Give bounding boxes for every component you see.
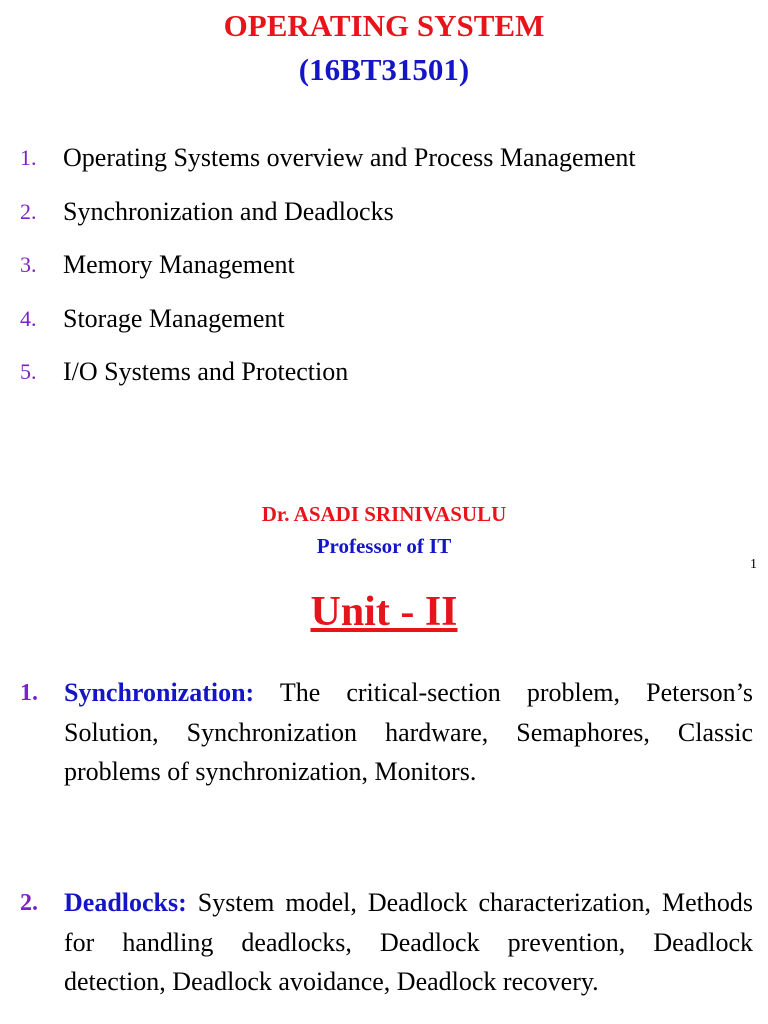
document-title: OPERATING SYSTEM [223,8,545,43]
section-heading: Synchronization: [64,678,255,707]
section-body [64,883,753,1002]
section-text: The critical-section problem, Peterson’s Solution, Synchronization hardware, Semaphores, Classic problems of synchronization, Monitors. [64,678,753,786]
topic-number: 4. [20,305,37,331]
section-number: 1. [20,680,38,706]
section-text: System model, Deadlock characterization, Methods for handling deadlocks, Deadlock prevention, Deadlock detection, Deadlock avoidance, Deadlock recovery. [64,888,753,996]
topic-text: I/O Systems and Protection [63,357,349,386]
unit-title: Unit - II [310,589,458,635]
page-number: 1 [750,557,757,572]
author-name: Dr. ASADI SRINIVASULU [261,502,507,526]
topic-text: Synchronization and Deadlocks [63,196,394,226]
topic-text: Memory Management [63,250,295,279]
topic-text: Storage Management [63,303,285,333]
section-number: 2. [20,890,38,916]
topic-number: 5. [20,359,37,384]
topic-number: 3. [20,252,37,277]
section-heading: Deadlocks: [64,888,187,917]
section-body [64,673,753,792]
course-code: (16BT31501) [298,52,470,87]
topic-number: 1. [20,145,37,170]
topic-text: Operating Systems overview and Process Management [63,143,636,172]
author-role: Professor of IT [316,534,452,558]
topic-number: 2. [20,198,37,224]
